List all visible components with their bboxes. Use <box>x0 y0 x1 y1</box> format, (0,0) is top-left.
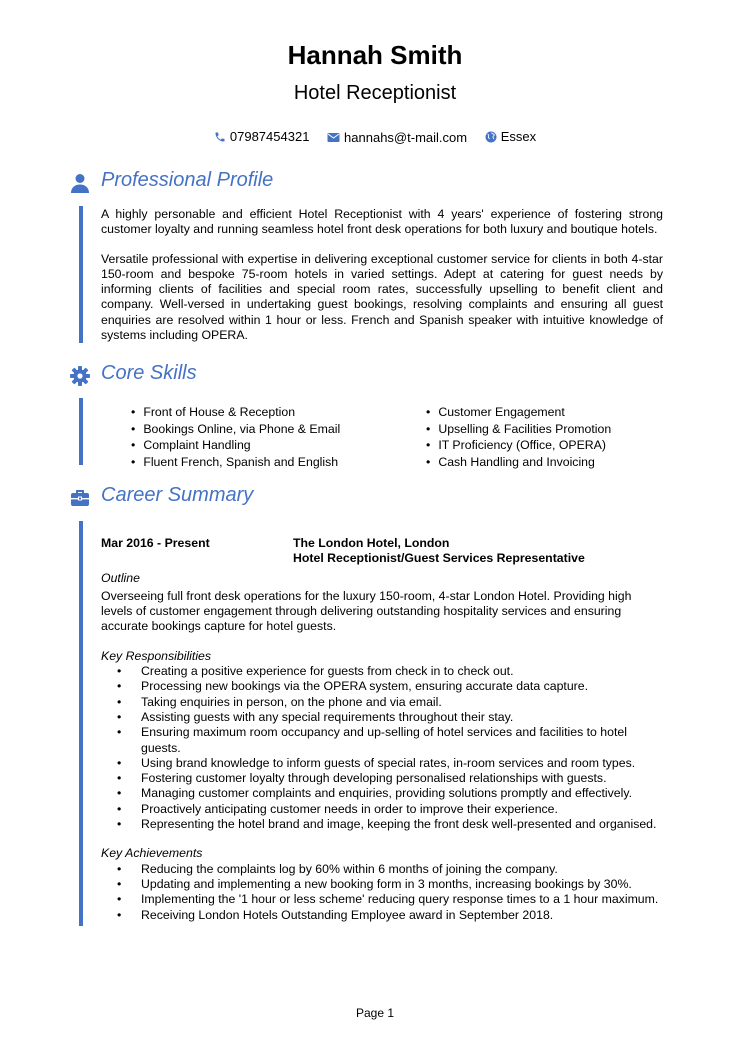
achievement-item: • Updating and implementing a new booking form in 3 months, increasing bookings by 30%. <box>101 877 663 892</box>
responsibility-item: • Taking enquiries in person, on the phone and via email. <box>101 695 663 710</box>
phone-icon <box>214 131 226 143</box>
skill-item: • Bookings Online, via Phone & Email <box>131 422 426 437</box>
email-text: hannahs@t-mail.com <box>344 129 468 145</box>
globe-icon <box>485 131 497 143</box>
responsibility-item: • Ensuring maximum room occupancy and up-selling of hotel services and facilities to hotel guests. <box>101 725 663 756</box>
responsibility-item: • Managing customer complaints and enquiries, providing solutions promptly and effectively. <box>101 786 663 801</box>
skill-item: • Cash Handling and Invoicing <box>426 455 611 470</box>
skills-heading: Core Skills <box>101 362 197 384</box>
candidate-name: Hannah Smith <box>287 40 463 70</box>
skills-column-1 <box>131 405 426 471</box>
skills-body <box>79 398 663 469</box>
profile-heading: Professional Profile <box>101 169 274 191</box>
contact-line <box>0 129 750 146</box>
job-employer: The London Hotel, London <box>293 536 450 550</box>
section-profile <box>0 169 750 343</box>
skill-item: • Front of House & Reception <box>131 405 426 420</box>
contact-phone <box>214 129 310 144</box>
career-body <box>79 521 663 926</box>
gear-icon <box>70 366 90 386</box>
skill-item: • Fluent French, Spanish and English <box>131 455 426 470</box>
responsibility-item: • Creating a positive experience for guests from check in to check out. <box>101 664 663 679</box>
skill-item: • Complaint Handling <box>131 438 426 453</box>
profile-paragraph-1: A highly personable and efficient Hotel Receptionist with 4 years' experience of fostering strong customer loyalty and running seamless hotel front desk operations for both luxury and boutique hotels. <box>101 207 663 237</box>
achievement-item: • Implementing the '1 hour or less scheme' reducing query response times to a 1 hour maximum. <box>101 892 663 907</box>
outline-text: Overseeing full front desk operations for the luxury 150-room, 4-star London Hotel. Providing high levels of customer engagement through delivering outstanding hospitality services and ensuring accurate bookings capture for hotel guests. <box>101 588 632 634</box>
section-career <box>0 484 750 926</box>
career-heading: Career Summary <box>101 484 254 506</box>
profile-paragraph-2: Versatile professional with expertise in delivering exceptional customer service for clients in both 4-star 150-room and bespoke 75-room hotels in varied settings. Adept at catering for guest needs by informing clients of facilities and special room rates, successfully upselling to benefit client and company. Well-versed in undertaking guest bookings, resolving complaints and ensuring all guest enquiries are resolved within 1 hour or less. French and Spanish speaker with intuitive knowledge of systems including OPERA. <box>101 251 663 343</box>
job-role: Hotel Receptionist/Guest Services Representative <box>293 551 585 566</box>
job-title: Hotel Receptionist <box>293 82 457 104</box>
skills-columns <box>101 401 663 475</box>
responsibility-item: • Assisting guests with any special requirements throughout their stay. <box>101 710 663 725</box>
responsibilities-list <box>101 664 663 832</box>
location-text: Essex <box>500 129 537 144</box>
user-icon <box>70 173 90 193</box>
skill-item: • Upselling & Facilities Promotion <box>426 422 611 437</box>
envelope-icon <box>327 132 340 143</box>
outline-label: Outline <box>101 570 140 585</box>
responsibility-item: • Processing new bookings via the OPERA system, ensuring accurate data capture. <box>101 679 663 694</box>
section-skills <box>0 362 750 469</box>
responsibility-item: • Fostering customer loyalty through developing personalised relationships with guests. <box>101 771 663 786</box>
job-header <box>101 536 663 567</box>
profile-body <box>79 206 663 343</box>
responsibilities-label: Key Responsibilities <box>101 648 212 663</box>
page-number: Page 1 <box>355 1006 395 1020</box>
skills-column-2 <box>426 405 611 471</box>
achievements-label: Key Achievements <box>101 846 203 861</box>
job-date: Mar 2016 - Present <box>101 536 210 550</box>
contact-email <box>327 130 467 145</box>
responsibility-item: • Representing the hotel brand and image, keeping the front desk well-presented and organised. <box>101 817 663 832</box>
briefcase-icon <box>70 488 90 508</box>
responsibility-item: • Using brand knowledge to inform guests of special rates, in-room services and room types. <box>101 756 663 771</box>
achievement-item: • Reducing the complaints log by 60% within 6 months of joining the company. <box>101 862 663 877</box>
skill-item: • IT Proficiency (Office, OPERA) <box>426 438 611 453</box>
achievement-item: • Receiving London Hotels Outstanding Employee award in September 2018. <box>101 908 663 923</box>
responsibility-item: • Proactively anticipating customer needs in order to improve their experience. <box>101 802 663 817</box>
contact-location <box>485 129 536 144</box>
phone-text: 07987454321 <box>229 129 310 144</box>
achievements-list <box>101 862 663 923</box>
job-employer-block <box>293 536 585 567</box>
skill-item: • Customer Engagement <box>426 405 611 420</box>
